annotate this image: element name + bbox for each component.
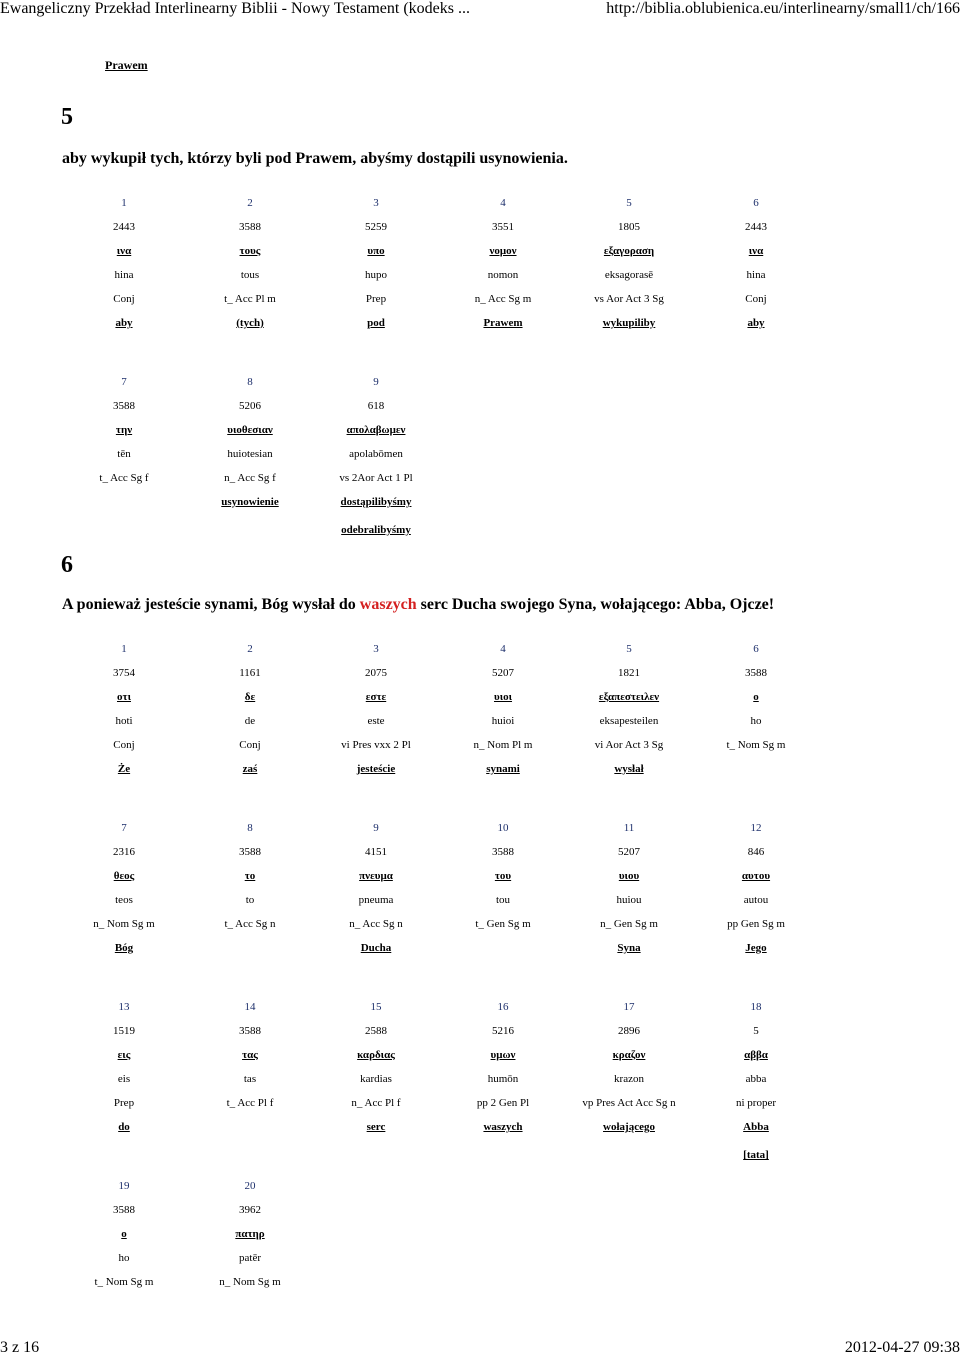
word-translit: hupo bbox=[365, 269, 387, 281]
word-pl-link[interactable]: jesteście bbox=[356, 763, 396, 775]
word-link-prawem[interactable]: Prawem bbox=[105, 58, 148, 72]
word-morph: ni proper bbox=[735, 1097, 776, 1109]
verse-text bbox=[62, 596, 774, 614]
word-pl-link[interactable]: wykupiliby bbox=[602, 317, 656, 329]
word-strong: 2316 bbox=[113, 846, 135, 858]
word-pos: 7 bbox=[121, 822, 127, 834]
word-strong: 3588 bbox=[745, 667, 767, 679]
word-pos: 7 bbox=[121, 376, 127, 388]
word-morph: n_ Acc Sg m bbox=[474, 293, 532, 305]
word-pl-link[interactable]: aby bbox=[115, 317, 133, 329]
word-greek-link[interactable]: εστε bbox=[365, 691, 387, 703]
word-pos: 5 bbox=[626, 197, 632, 209]
word-pl-link[interactable]: wysłał bbox=[614, 763, 644, 775]
word-morph: Prep bbox=[113, 1097, 135, 1109]
word-translit: tas bbox=[243, 1073, 257, 1085]
word-morph: pp Gen Sg m bbox=[727, 918, 785, 930]
word-strong: 3588 bbox=[239, 1025, 261, 1037]
word-morph: Conj bbox=[113, 293, 135, 305]
word-translit: nomon bbox=[487, 269, 519, 281]
word-greek-link[interactable]: ινα bbox=[748, 245, 764, 257]
word-pos: 8 bbox=[247, 822, 253, 834]
word-strong: 2443 bbox=[745, 221, 767, 233]
word-morph: t_ Acc Sg n bbox=[224, 918, 276, 930]
word-strong: 3551 bbox=[492, 221, 514, 233]
word-greek-link[interactable]: υιου bbox=[618, 870, 640, 882]
verse-text-segment: aby wykupił tych, którzy byli pod Prawem, abyśmy dostąpili usynowienia. bbox=[62, 150, 568, 167]
word-translit: huiotesian bbox=[227, 448, 273, 460]
word-morph: Conj bbox=[113, 739, 135, 751]
word-pos: 4 bbox=[500, 643, 506, 655]
word-greek-link[interactable]: τους bbox=[239, 245, 261, 257]
word-strong: 5259 bbox=[365, 221, 387, 233]
word-pl-link[interactable]: pod bbox=[367, 317, 385, 329]
word-greek-link[interactable]: θεος bbox=[113, 870, 135, 882]
word-greek-link[interactable]: καρδιας bbox=[357, 1049, 395, 1061]
word-morph: vi Pres vxx 2 Pl bbox=[341, 739, 411, 751]
word-strong: 2443 bbox=[113, 221, 135, 233]
word-translit: huiou bbox=[616, 894, 642, 906]
word-greek-link[interactable]: ινα bbox=[116, 245, 132, 257]
word-greek-link[interactable]: ο bbox=[121, 1228, 127, 1240]
word-strong: 5 bbox=[753, 1025, 759, 1037]
word-morph: n_ Nom Sg m bbox=[93, 918, 155, 930]
word-morph: n_ Acc Sg n bbox=[349, 918, 403, 930]
word-translit: hina bbox=[114, 269, 134, 281]
word-greek-link[interactable]: εξαγοραση bbox=[603, 245, 655, 257]
word-pl-link[interactable]: waszych bbox=[483, 1121, 523, 1133]
word-morph: t_ Gen Sg m bbox=[475, 918, 531, 930]
word-morph: pp 2 Gen Pl bbox=[476, 1097, 530, 1109]
word-greek-link[interactable]: ο bbox=[753, 691, 759, 703]
word-translit: ho bbox=[750, 715, 762, 727]
word-strong: 1519 bbox=[113, 1025, 135, 1037]
word-morph: vi Aor Act 3 Sg bbox=[594, 739, 664, 751]
word-strong: 5207 bbox=[492, 667, 514, 679]
word-greek-link[interactable]: αυτου bbox=[741, 870, 771, 882]
word-greek-link[interactable]: δε bbox=[244, 691, 256, 703]
word-pos: 19 bbox=[118, 1180, 130, 1192]
word-strong: 3962 bbox=[239, 1204, 261, 1216]
word-strong: 3588 bbox=[239, 221, 261, 233]
word-pos: 17 bbox=[623, 1001, 635, 1013]
word-translit: tous bbox=[240, 269, 260, 281]
word-greek-link[interactable]: οτι bbox=[117, 691, 131, 703]
word-pos: 5 bbox=[626, 643, 632, 655]
word-strong: 1161 bbox=[239, 667, 261, 679]
word-morph: Prep bbox=[365, 293, 387, 305]
word-strong: 5206 bbox=[239, 400, 261, 412]
word-translit: krazon bbox=[614, 1073, 644, 1085]
verse-text-segment: serc Ducha swojego Syna, wołającego: Abba, Ojcze! bbox=[416, 596, 775, 613]
word-pos: 12 bbox=[750, 822, 762, 834]
word-translit: eis bbox=[117, 1073, 131, 1085]
word-strong: 846 bbox=[747, 846, 765, 858]
word-greek-link[interactable]: υμων bbox=[490, 1049, 516, 1061]
word-greek-link[interactable]: τας bbox=[242, 1049, 258, 1061]
word-pos: 10 bbox=[497, 822, 509, 834]
word-greek-link[interactable]: εις bbox=[117, 1049, 131, 1061]
word-strong: 1805 bbox=[618, 221, 640, 233]
word-pos: 16 bbox=[497, 1001, 509, 1013]
word-strong: 3588 bbox=[113, 400, 135, 412]
word-greek-link[interactable]: την bbox=[115, 424, 133, 436]
word-greek-link[interactable]: εξαπεστειλεν bbox=[598, 691, 660, 703]
word-morph: n_ Nom Sg m bbox=[219, 1276, 281, 1288]
word-pos: 3 bbox=[373, 643, 379, 655]
word-pl-link[interactable]: zaś bbox=[242, 763, 258, 775]
word-pos: 1 bbox=[121, 197, 127, 209]
word-strong: 1821 bbox=[618, 667, 640, 679]
word-greek-link[interactable]: υιοι bbox=[493, 691, 513, 703]
word-strong: 618 bbox=[367, 400, 385, 412]
word-strong: 2588 bbox=[365, 1025, 387, 1037]
word-morph: n_ Gen Sg m bbox=[600, 918, 658, 930]
word-strong: 3588 bbox=[113, 1204, 135, 1216]
word-pl-link[interactable]: Abba bbox=[743, 1121, 769, 1133]
word-translit: pneuma bbox=[358, 894, 394, 906]
word-pl-link[interactable]: synami bbox=[486, 763, 520, 775]
page-url[interactable]: http://biblia.oblubienica.eu/interlinearny/small1/ch/166 bbox=[606, 0, 960, 17]
word-translit: hoti bbox=[115, 715, 133, 727]
word-translit: tēn bbox=[117, 448, 131, 460]
print-timestamp: 2012-04-27 09:38 bbox=[844, 1339, 960, 1356]
word-morph: t_ Acc Sg f bbox=[99, 472, 149, 484]
word-pos: 6 bbox=[753, 197, 759, 209]
word-strong: 5216 bbox=[492, 1025, 514, 1037]
word-translit: este bbox=[367, 715, 385, 727]
word-pl-link[interactable]: usynowienie bbox=[221, 496, 279, 508]
word-morph: vp Pres Act Acc Sg n bbox=[582, 1097, 676, 1109]
word-greek-link[interactable]: νομον bbox=[489, 245, 517, 257]
word-morph: t_ Acc Pl f bbox=[226, 1097, 274, 1109]
word-greek-link[interactable]: το bbox=[244, 870, 256, 882]
word-morph: t_ Nom Sg m bbox=[94, 1276, 154, 1288]
word-pl-link[interactable]: do bbox=[118, 1121, 130, 1133]
word-translit: huioi bbox=[491, 715, 515, 727]
word-pl-alt-link[interactable]: odebralibyśmy bbox=[341, 524, 411, 536]
word-pl-link[interactable]: Że bbox=[117, 763, 131, 775]
word-pos: 3 bbox=[373, 197, 379, 209]
word-greek-link[interactable]: του bbox=[494, 870, 512, 882]
word-pl-link[interactable]: wołającego bbox=[603, 1121, 655, 1133]
word-pl-alt-link[interactable]: [tata] bbox=[743, 1149, 769, 1161]
word-greek-link[interactable]: πατηρ bbox=[235, 1228, 265, 1240]
word-pl-link[interactable]: Bóg bbox=[114, 942, 134, 954]
word-pos: 14 bbox=[244, 1001, 256, 1013]
word-pos: 13 bbox=[118, 1001, 130, 1013]
word-translit: tou bbox=[495, 894, 511, 906]
word-translit: de bbox=[244, 715, 256, 727]
word-pl-link[interactable]: Ducha bbox=[360, 942, 392, 954]
verse-number: 5 bbox=[61, 104, 73, 130]
word-greek-link[interactable]: απολαβωμεν bbox=[346, 424, 406, 436]
verse-text-segment: A ponieważ jesteście synami, Bóg wysłał do bbox=[62, 596, 360, 613]
word-strong: 2075 bbox=[365, 667, 387, 679]
verse-number: 6 bbox=[61, 552, 73, 578]
word-pl-link[interactable]: Jego bbox=[745, 942, 767, 954]
word-pos: 9 bbox=[373, 822, 379, 834]
word-strong: 5207 bbox=[618, 846, 640, 858]
word-greek-link[interactable]: υιοθεσιαν bbox=[227, 424, 273, 436]
word-translit: abba bbox=[745, 1073, 767, 1085]
word-greek-link[interactable]: πνευμα bbox=[359, 870, 393, 882]
word-pos: 4 bbox=[500, 197, 506, 209]
word-translit: kardias bbox=[360, 1073, 392, 1085]
word-pl-link[interactable]: Syna bbox=[617, 942, 641, 954]
word-greek-link[interactable]: αββα bbox=[744, 1049, 768, 1061]
word-pl-link[interactable]: Prawem bbox=[483, 317, 523, 329]
word-pl-link[interactable]: (tych) bbox=[236, 317, 264, 329]
word-morph: t_ Nom Sg m bbox=[726, 739, 786, 751]
word-pl-link[interactable]: serc bbox=[366, 1121, 386, 1133]
word-translit: apolabōmen bbox=[349, 448, 403, 460]
word-pos: 18 bbox=[750, 1001, 762, 1013]
word-pos: 9 bbox=[373, 376, 379, 388]
word-morph: n_ Nom Pl m bbox=[473, 739, 533, 751]
word-greek-link[interactable]: κραζον bbox=[612, 1049, 646, 1061]
page-counter: 3 z 16 bbox=[0, 1339, 40, 1356]
word-pos: 11 bbox=[623, 822, 635, 834]
word-greek-link[interactable]: υπο bbox=[367, 245, 385, 257]
word-pos: 2 bbox=[247, 643, 253, 655]
word-translit: eksapesteilen bbox=[599, 715, 659, 727]
word-strong: 2896 bbox=[618, 1025, 640, 1037]
word-translit: teos bbox=[115, 894, 133, 906]
word-morph: n_ Acc Pl f bbox=[351, 1097, 401, 1109]
word-strong: 4151 bbox=[365, 846, 387, 858]
word-translit: hina bbox=[746, 269, 766, 281]
document-title: Ewangeliczny Przekład Interlinearny Biblii - Nowy Testament (kodeks ... bbox=[0, 0, 471, 17]
word-pos: 2 bbox=[247, 197, 253, 209]
word-translit: humōn bbox=[487, 1073, 519, 1085]
word-strong: 3588 bbox=[492, 846, 514, 858]
word-pos: 20 bbox=[244, 1180, 256, 1192]
word-pl-link[interactable]: dostąpilibyśmy bbox=[340, 496, 412, 508]
word-translit: autou bbox=[743, 894, 769, 906]
word-strong: 3588 bbox=[239, 846, 261, 858]
verse-text bbox=[62, 150, 568, 168]
word-morph: Conj bbox=[745, 293, 767, 305]
word-morph: n_ Acc Sg f bbox=[224, 472, 276, 484]
word-morph: vs 2Aor Act 1 Pl bbox=[339, 472, 413, 484]
word-pos: 15 bbox=[370, 1001, 382, 1013]
word-morph: Conj bbox=[239, 739, 261, 751]
word-pos: 1 bbox=[121, 643, 127, 655]
verse-text-highlight: waszych bbox=[359, 596, 417, 613]
word-strong: 3754 bbox=[113, 667, 135, 679]
word-morph: vs Aor Act 3 Sg bbox=[594, 293, 664, 305]
word-translit: ho bbox=[118, 1252, 130, 1264]
word-translit: eksagorasē bbox=[604, 269, 654, 281]
word-morph: t_ Acc Pl m bbox=[224, 293, 276, 305]
word-pos: 8 bbox=[247, 376, 253, 388]
word-translit: to bbox=[245, 894, 255, 906]
word-pos: 6 bbox=[753, 643, 759, 655]
word-pl-link[interactable]: aby bbox=[747, 317, 765, 329]
word-translit: patēr bbox=[239, 1252, 261, 1264]
